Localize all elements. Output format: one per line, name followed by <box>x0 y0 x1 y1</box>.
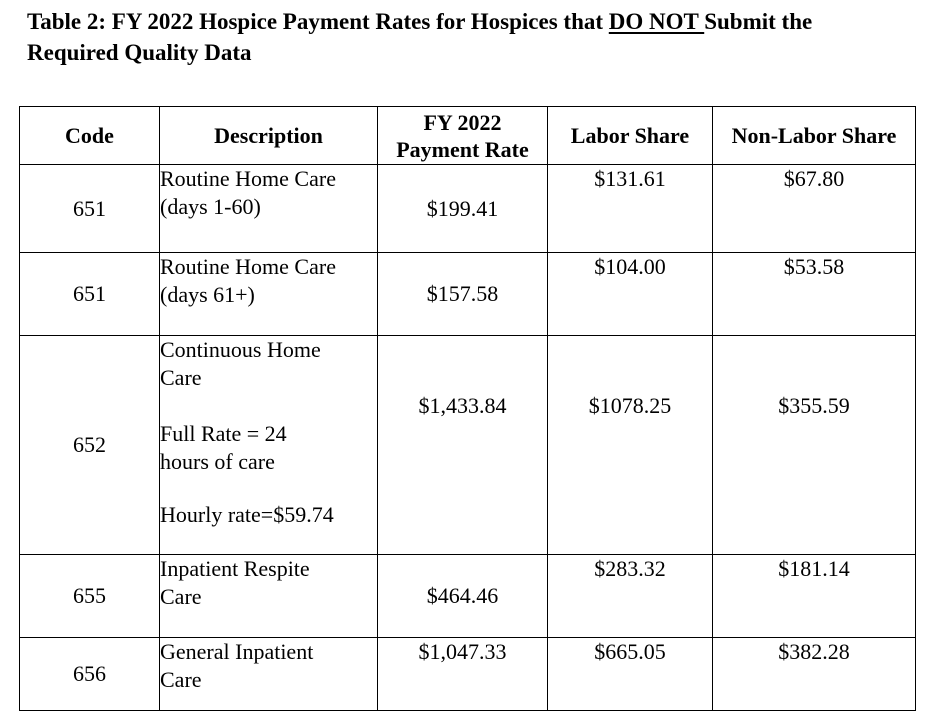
cell-nonlabor-share: $181.14 <box>713 555 916 638</box>
desc-line: Hourly rate=$59.74 <box>160 502 334 527</box>
cell-nonlabor-share: $382.28 <box>713 638 916 711</box>
cell-code: 651 <box>20 253 160 336</box>
title-emphasis: DO NOT <box>608 9 705 34</box>
desc-line: Care <box>160 667 202 692</box>
desc-line: (days 1-60) <box>160 194 261 219</box>
cell-nonlabor-share: $53.58 <box>713 253 916 336</box>
table-row <box>20 336 916 555</box>
title-text-end: Submit the Required Quality Data <box>27 9 813 65</box>
desc-line: General Inpatient <box>160 639 314 664</box>
cell-code: 656 <box>20 638 160 711</box>
cell-nonlabor-share: $355.59 <box>713 336 916 555</box>
table-title <box>27 6 907 68</box>
cell-labor-share: $665.05 <box>548 638 713 711</box>
header-nonlabor-share: Non-Labor Share <box>713 107 916 165</box>
desc-line: Full Rate = 24 <box>160 421 287 446</box>
cell-description <box>160 638 378 711</box>
title-text-start: Table 2: FY 2022 Hospice Payment Rates for Hospices that <box>27 9 609 34</box>
cell-code: 652 <box>20 336 160 555</box>
header-code: Code <box>20 107 160 165</box>
header-rate-line1: FY 2022 <box>423 109 502 135</box>
header-description: Description <box>160 107 378 165</box>
desc-line: hours of care <box>160 449 275 474</box>
table-row <box>20 253 916 336</box>
cell-labor-share: $283.32 <box>548 555 713 638</box>
cell-code: 651 <box>20 165 160 253</box>
cell-labor-share: $104.00 <box>548 253 713 336</box>
cell-description <box>160 253 378 336</box>
cell-nonlabor-share: $67.80 <box>713 165 916 253</box>
cell-payment-rate: $1,433.84 <box>378 336 548 555</box>
cell-code: 655 <box>20 555 160 638</box>
payment-rates-table <box>19 106 916 711</box>
cell-payment-rate: $157.58 <box>378 253 548 336</box>
desc-line: Care <box>160 365 202 390</box>
desc-line: Inpatient Respite <box>160 556 310 581</box>
header-row <box>20 107 916 165</box>
table-row <box>20 555 916 638</box>
desc-line: (days 61+) <box>160 282 255 307</box>
cell-labor-share: $131.61 <box>548 165 713 253</box>
desc-line: Routine Home Care <box>160 254 336 279</box>
desc-line: Continuous Home <box>160 337 321 362</box>
table-row <box>20 165 916 253</box>
table-row <box>20 638 916 711</box>
cell-labor-share: $1078.25 <box>548 336 713 555</box>
header-rate-line2: Payment Rate <box>396 136 529 162</box>
cell-payment-rate: $199.41 <box>378 165 548 253</box>
cell-description <box>160 336 378 555</box>
header-labor-share: Labor Share <box>548 107 713 165</box>
desc-line: Care <box>160 584 202 609</box>
cell-payment-rate: $464.46 <box>378 555 548 638</box>
header-payment-rate <box>378 107 548 165</box>
cell-description <box>160 555 378 638</box>
cell-description <box>160 165 378 253</box>
cell-payment-rate: $1,047.33 <box>378 638 548 711</box>
desc-line: Routine Home Care <box>160 166 336 191</box>
